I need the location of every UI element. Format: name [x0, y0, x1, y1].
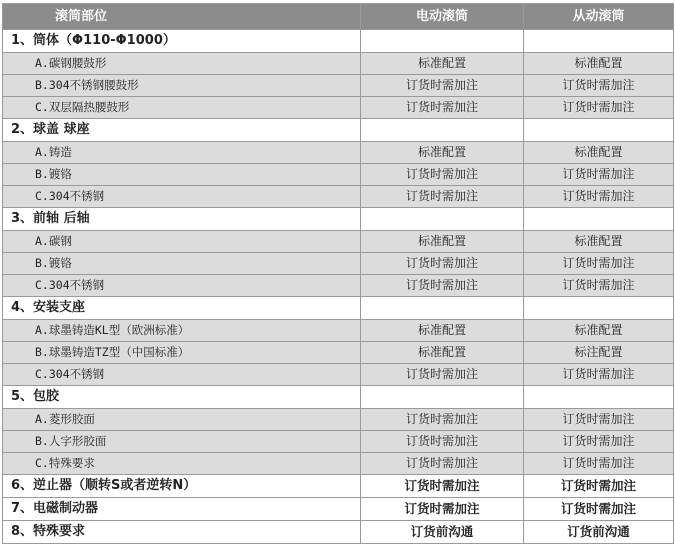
row-part-name: A.碳钢: [3, 231, 361, 253]
row-part-name: C.304不锈钢: [3, 364, 361, 386]
row-driven-value: 订货时需加注: [524, 186, 674, 208]
row-drive-value: 标准配置: [361, 142, 524, 164]
row-part-name: 3、前轴 后轴: [3, 208, 361, 231]
row-drive-value: 订货时需加注: [361, 253, 524, 275]
row-drive-value: 订货时需加注: [361, 275, 524, 297]
row-part-name: C.304不锈钢: [3, 186, 361, 208]
spec-table-container: [2, 3, 673, 537]
row-drive-value: 标准配置: [361, 342, 524, 364]
section-row: [3, 386, 674, 409]
row-drive-value: [361, 30, 524, 53]
row-part-name: B.304不锈钢腰鼓形: [3, 75, 361, 97]
sub-item-row: [3, 320, 674, 342]
row-driven-value: 标准配置: [524, 320, 674, 342]
row-part-name: 5、包胶: [3, 386, 361, 409]
row-driven-value: 订货前沟通: [524, 521, 674, 544]
row-drive-value: 订货时需加注: [361, 75, 524, 97]
row-drive-value: 订货时需加注: [361, 97, 524, 119]
row-part-name: 6、逆止器（顺转S或者逆转N）: [3, 475, 361, 498]
row-part-name: B.镀铬: [3, 164, 361, 186]
section-row: [3, 119, 674, 142]
row-part-name: B.镀铬: [3, 253, 361, 275]
row-drive-value: [361, 119, 524, 142]
row-part-name: C.双层隔热腰鼓形: [3, 97, 361, 119]
row-part-name: A.铸造: [3, 142, 361, 164]
row-driven-value: [524, 208, 674, 231]
row-drive-value: [361, 386, 524, 409]
header-driven-roller: 从动滚筒: [524, 4, 674, 30]
row-drive-value: 订货前沟通: [361, 521, 524, 544]
sub-item-row: [3, 186, 674, 208]
row-driven-value: 订货时需加注: [524, 364, 674, 386]
row-driven-value: [524, 386, 674, 409]
header-part: 滚筒部位: [3, 4, 361, 30]
section-row: [3, 521, 674, 544]
sub-item-row: [3, 275, 674, 297]
section-row: [3, 498, 674, 521]
row-drive-value: 标准配置: [361, 231, 524, 253]
table-header-row: [3, 4, 674, 30]
sub-item-row: [3, 253, 674, 275]
row-driven-value: 订货时需加注: [524, 253, 674, 275]
row-drive-value: 订货时需加注: [361, 409, 524, 431]
row-drive-value: 标准配置: [361, 53, 524, 75]
row-driven-value: [524, 119, 674, 142]
section-row: [3, 208, 674, 231]
row-driven-value: 订货时需加注: [524, 498, 674, 521]
row-part-name: 2、球盖 球座: [3, 119, 361, 142]
section-row: [3, 297, 674, 320]
row-part-name: A.碳钢腰鼓形: [3, 53, 361, 75]
row-drive-value: 订货时需加注: [361, 453, 524, 475]
row-drive-value: 订货时需加注: [361, 498, 524, 521]
row-part-name: A.菱形胶面: [3, 409, 361, 431]
row-driven-value: 订货时需加注: [524, 409, 674, 431]
section-row: [3, 30, 674, 53]
row-part-name: B.球墨铸造TZ型（中国标准）: [3, 342, 361, 364]
row-part-name: 8、特殊要求: [3, 521, 361, 544]
row-driven-value: 订货时需加注: [524, 164, 674, 186]
row-part-name: 4、安装支座: [3, 297, 361, 320]
row-part-name: C.304不锈钢: [3, 275, 361, 297]
row-driven-value: [524, 297, 674, 320]
sub-item-row: [3, 231, 674, 253]
row-part-name: C.特殊要求: [3, 453, 361, 475]
sub-item-row: [3, 431, 674, 453]
row-driven-value: 标准配置: [524, 231, 674, 253]
row-drive-value: 订货时需加注: [361, 364, 524, 386]
sub-item-row: [3, 97, 674, 119]
row-drive-value: [361, 208, 524, 231]
row-drive-value: [361, 297, 524, 320]
sub-item-row: [3, 453, 674, 475]
sub-item-row: [3, 364, 674, 386]
row-driven-value: 标准配置: [524, 53, 674, 75]
row-drive-value: 订货时需加注: [361, 431, 524, 453]
sub-item-row: [3, 142, 674, 164]
row-driven-value: 订货时需加注: [524, 453, 674, 475]
row-drive-value: 标准配置: [361, 320, 524, 342]
sub-item-row: [3, 164, 674, 186]
section-row: [3, 475, 674, 498]
row-part-name: 1、筒体（Φ110-Φ1000）: [3, 30, 361, 53]
row-part-name: A.球墨铸造KL型（欧洲标准）: [3, 320, 361, 342]
row-part-name: 7、电磁制动器: [3, 498, 361, 521]
sub-item-row: [3, 53, 674, 75]
header-drive-roller: 电动滚筒: [361, 4, 524, 30]
row-driven-value: [524, 30, 674, 53]
table-body: [3, 30, 674, 544]
row-driven-value: 订货时需加注: [524, 275, 674, 297]
row-driven-value: 标注配置: [524, 342, 674, 364]
row-driven-value: 订货时需加注: [524, 431, 674, 453]
row-drive-value: 订货时需加注: [361, 186, 524, 208]
row-drive-value: 订货时需加注: [361, 475, 524, 498]
row-driven-value: 订货时需加注: [524, 97, 674, 119]
row-driven-value: 订货时需加注: [524, 75, 674, 97]
sub-item-row: [3, 75, 674, 97]
roller-spec-table: [2, 3, 674, 544]
row-drive-value: 订货时需加注: [361, 164, 524, 186]
row-driven-value: 订货时需加注: [524, 475, 674, 498]
row-driven-value: 标准配置: [524, 142, 674, 164]
sub-item-row: [3, 342, 674, 364]
sub-item-row: [3, 409, 674, 431]
row-part-name: B.人字形胶面: [3, 431, 361, 453]
